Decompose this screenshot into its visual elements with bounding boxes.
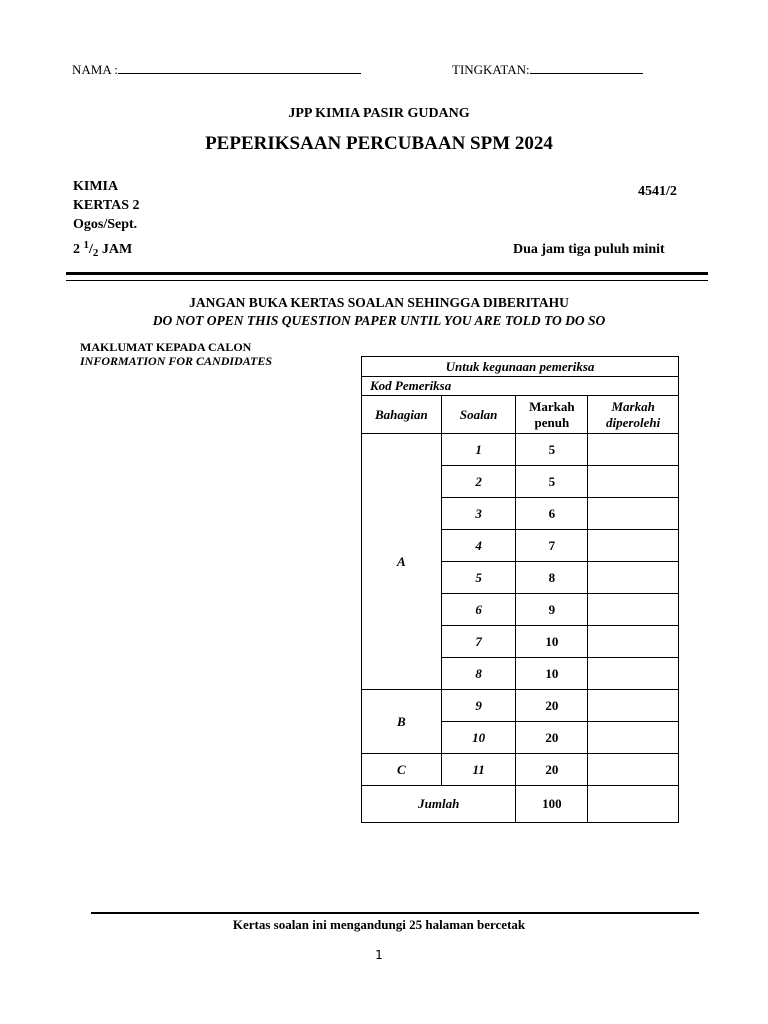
total-label: Jumlah — [362, 786, 516, 823]
section-cell: B — [362, 690, 442, 754]
full-marks-cell: 10 — [516, 626, 588, 658]
warning-english: DO NOT OPEN THIS QUESTION PAPER UNTIL YOU ARE TOLD TO DO SO — [152, 313, 606, 328]
question-cell: 8 — [441, 658, 516, 690]
question-cell: 2 — [441, 466, 516, 498]
section-cell: C — [362, 754, 442, 786]
question-cell: 11 — [441, 754, 516, 786]
question-cell: 3 — [441, 498, 516, 530]
table-row — [362, 754, 679, 786]
total-marks: 100 — [516, 786, 588, 823]
footer-rule — [91, 912, 699, 914]
col-question: Soalan — [441, 396, 516, 434]
col-section: Bahagian — [362, 396, 442, 434]
obtained-marks-cell[interactable] — [588, 562, 679, 594]
section-cell: A — [362, 434, 442, 690]
form-blank[interactable] — [530, 61, 643, 74]
table-title: Untuk kegunaan pemeriksa — [362, 357, 679, 377]
full-marks-cell: 5 — [516, 466, 588, 498]
info-malay: MAKLUMAT KEPADA CALON — [80, 340, 252, 354]
obtained-marks-cell[interactable] — [588, 690, 679, 722]
total-row — [362, 786, 679, 823]
obtained-marks-cell[interactable] — [588, 530, 679, 562]
obtained-marks-cell[interactable] — [588, 626, 679, 658]
header-rule-thin — [66, 280, 708, 281]
obtained-marks-cell[interactable] — [588, 722, 679, 754]
header-rule-thick — [66, 272, 708, 275]
paper-code: 4541/2 — [638, 184, 677, 199]
subject-name: KIMIA — [73, 179, 119, 194]
question-cell: 6 — [441, 594, 516, 626]
pages-note: Kertas soalan ini mengandungi 25 halaman bercetak — [232, 917, 526, 932]
marks-table — [361, 356, 679, 823]
full-marks-cell: 20 — [516, 690, 588, 722]
question-cell: 10 — [441, 722, 516, 754]
full-marks-cell: 20 — [516, 722, 588, 754]
full-marks-cell: 6 — [516, 498, 588, 530]
organizer-title: JPP KIMIA PASIR GUDANG — [288, 106, 470, 121]
obtained-marks-cell[interactable] — [588, 594, 679, 626]
full-marks-cell: 8 — [516, 562, 588, 594]
full-marks-cell: 20 — [516, 754, 588, 786]
table-row — [362, 434, 679, 466]
question-cell: 4 — [441, 530, 516, 562]
full-marks-cell: 5 — [516, 434, 588, 466]
form-field — [452, 61, 643, 78]
obtained-marks-cell[interactable] — [588, 498, 679, 530]
name-label: NAMA : — [72, 62, 118, 77]
duration-words: Dua jam tiga puluh minit — [513, 242, 665, 257]
full-marks-cell: 9 — [516, 594, 588, 626]
table-row — [362, 690, 679, 722]
obtained-marks-cell[interactable] — [588, 658, 679, 690]
col-full-marks: Markah penuh — [516, 396, 588, 434]
warning-malay: JANGAN BUKA KERTAS SOALAN SEHINGGA DIBERITAHU — [189, 295, 569, 310]
obtained-marks-cell[interactable] — [588, 434, 679, 466]
form-label: TINGKATAN: — [452, 62, 530, 77]
paper-number: KERTAS 2 — [73, 198, 140, 213]
question-cell: 1 — [441, 434, 516, 466]
question-cell: 7 — [441, 626, 516, 658]
examiner-code-label: Kod Pemeriksa — [362, 377, 679, 396]
obtained-marks-cell[interactable] — [588, 466, 679, 498]
full-marks-cell: 10 — [516, 658, 588, 690]
page-number: 1 — [375, 948, 383, 962]
total-obtained-cell[interactable] — [588, 786, 679, 823]
subject-block — [73, 177, 140, 263]
obtained-marks-cell[interactable] — [588, 754, 679, 786]
name-blank[interactable] — [118, 61, 361, 74]
question-cell: 5 — [441, 562, 516, 594]
exam-month: Ogos/Sept. — [73, 217, 138, 232]
duration: 2 $^1/_2$ JAM — [73, 239, 133, 259]
col-obtained: Markah diperolehi — [588, 396, 679, 434]
name-field — [72, 61, 361, 78]
exam-title: PEPERIKSAAN PERCUBAAN SPM 2024 — [205, 133, 553, 154]
full-marks-cell: 7 — [516, 530, 588, 562]
info-english: INFORMATION FOR CANDIDATES — [80, 354, 273, 368]
question-cell: 9 — [441, 690, 516, 722]
